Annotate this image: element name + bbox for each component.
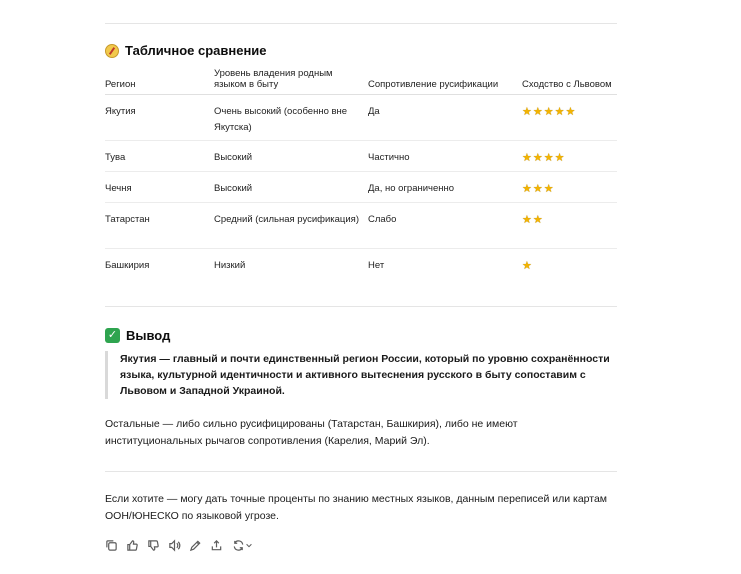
cell-resistance: Частично: [368, 141, 522, 172]
cell-region: Башкирия: [105, 260, 150, 271]
thumbs-down-icon[interactable]: [147, 539, 160, 552]
cell-native-level: Очень высокий (особенно вне Якутска): [214, 95, 368, 141]
conclusion-heading-text: Вывод: [126, 328, 171, 343]
cell-resistance: Слабо: [368, 203, 522, 249]
table-row: [105, 203, 617, 249]
col-header-native-level: Уровень владения родным языком в быту: [214, 68, 368, 95]
cell-region: Якутия: [105, 95, 214, 141]
cell-native-level: Средний (сильная русификация): [214, 203, 368, 249]
cell-resistance: Да: [368, 95, 522, 141]
cell-similarity-stars: ★★: [522, 203, 617, 249]
table-header-row: [105, 68, 617, 95]
cell-region: Чечня: [105, 172, 214, 203]
table-row: [105, 141, 617, 172]
cell-region: Тува: [105, 141, 214, 172]
comparison-heading: [105, 43, 267, 58]
col-header-resistance: Сопротивление русификации: [368, 68, 522, 95]
thumbs-up-icon[interactable]: [126, 539, 139, 552]
cell-region: Татарстан: [105, 203, 214, 249]
col-header-region: Регион: [105, 68, 214, 95]
cell-native-level: Высокий: [214, 172, 368, 203]
edit-icon[interactable]: [189, 539, 202, 552]
cell-native-level: Высокий: [214, 141, 368, 172]
conclusion-paragraph: Остальные — либо сильно русифицированы (Татарстан, Башкирия), либо не имеют институциональных рычагов сопротивления (Карелия, Марий Эл).: [105, 418, 518, 447]
regenerate-icon[interactable]: [231, 539, 253, 552]
comparison-heading-text: Табличное сравнение: [125, 43, 267, 58]
col-header-similarity: Сходство с Львовом: [522, 68, 617, 95]
compass-icon: [105, 44, 119, 58]
follow-up-offer: Если хотите — могу дать точные проценты по знанию местных языков, данным переписей или картам ООН/ЮНЕСКО по языковой угрозе.: [105, 493, 608, 522]
comparison-table: [105, 68, 617, 279]
bottom-divider: [105, 471, 617, 472]
cell-similarity-stars: ★: [522, 260, 533, 272]
cell-resistance: Нет: [368, 260, 385, 271]
check-mark-icon: ✓: [105, 328, 120, 343]
top-divider: [105, 23, 617, 24]
cell-similarity-stars: ★★★★★: [522, 95, 617, 141]
read-aloud-icon[interactable]: [168, 539, 181, 552]
share-icon[interactable]: [210, 539, 223, 552]
table-row: [105, 249, 617, 279]
cell-similarity-stars: ★★★★: [522, 141, 617, 172]
table-row: [105, 95, 617, 141]
conclusion-heading: [105, 328, 170, 343]
cell-native-level: Низкий: [214, 260, 246, 271]
table-row: [105, 172, 617, 203]
cell-similarity-stars: ★★★: [522, 172, 617, 203]
chevron-down-icon[interactable]: [245, 539, 253, 552]
section-divider: [105, 306, 617, 307]
copy-icon[interactable]: [105, 539, 118, 552]
cell-resistance: Да, но ограниченно: [368, 172, 522, 203]
message-actions: [105, 539, 253, 552]
conclusion-quote: Якутия — главный и почти единственный регион России, который по уровню сохранённости языка, культурной идентичности и активного вытеснения русского в быту сопоставим с Львовом и Западной Украиной.: [105, 351, 617, 399]
